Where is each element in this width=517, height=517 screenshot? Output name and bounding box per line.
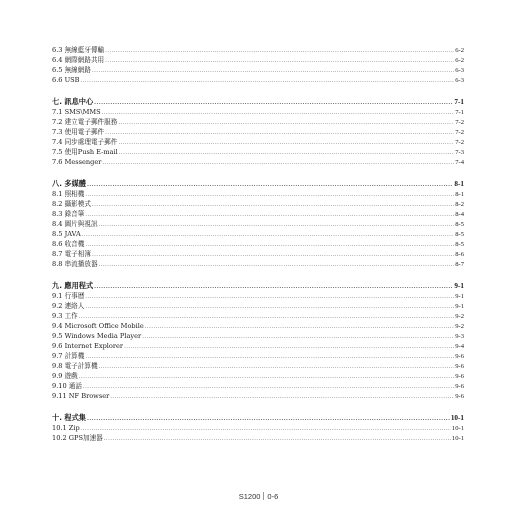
toc-row[interactable] [52,301,464,311]
toc-entry-title: 9.3 工作 [52,312,78,320]
toc-page-number: 9-6 [455,363,464,370]
dot-leader [118,118,454,127]
dot-leader [92,250,454,259]
toc-entry-title: 10.1 Zip [52,424,80,432]
dot-leader [99,362,455,371]
toc-row[interactable] [52,117,464,127]
toc-page-number: 8-6 [455,251,464,258]
toc-row[interactable] [52,157,464,167]
toc-row[interactable] [52,371,464,381]
toc-page-number: 7-1 [455,109,464,116]
toc-row[interactable] [52,259,464,269]
dot-leader [119,148,454,157]
toc-entry-title: 6.4 網際網路共用 [52,56,105,64]
toc-page-number: 10-1 [451,425,464,432]
toc-row[interactable] [52,209,464,219]
dot-leader [87,414,450,423]
toc-page-number: 9-6 [455,373,464,380]
toc-row[interactable] [52,55,464,65]
toc-page-number: 7-2 [455,119,464,126]
toc-entry-title: 9.10 通話 [52,382,82,390]
dot-leader [92,66,454,75]
toc-entry-title: 7.2 建立電子郵件服務 [52,118,118,126]
toc-entry-title: 8.5 JAVA [52,230,81,238]
dot-leader [102,108,455,117]
toc-row[interactable] [52,45,464,55]
toc-page-number: 8-5 [455,241,464,248]
toc-page-number: 9-6 [455,383,464,390]
section-spacer [52,167,464,178]
dot-leader [99,220,455,229]
toc-row[interactable] [52,321,464,331]
toc-entry-title: 9.1 行事曆 [52,292,85,300]
toc-entry-title: 9.11 NF Browser [52,392,110,400]
footer-model: S1200 [238,492,261,501]
toc-row[interactable] [52,219,464,229]
toc-page-number: 7-2 [455,139,464,146]
dot-leader [79,372,454,381]
toc-entry-title: 9.7 計算機 [52,352,85,360]
toc-row[interactable] [52,75,464,85]
toc-page-number: 6-3 [455,67,464,74]
toc-page-number: 7-3 [455,149,464,156]
toc-page-number: 7-4 [455,159,464,166]
toc-row[interactable] [52,127,464,137]
toc-page-number: 9-2 [455,323,464,330]
dot-leader [102,158,454,167]
toc-row[interactable] [52,249,464,259]
toc-entry-title: 七. 訊息中心 [52,97,94,106]
toc-page-number: 10-1 [451,435,464,442]
toc-entry-title: 7.5 使用Push E-mail [52,148,118,156]
section-spacer [52,401,464,412]
dot-leader [85,190,454,199]
toc-entry-title: 9.8 電子計算機 [52,362,98,370]
dot-leader [92,200,454,209]
toc-row[interactable] [52,229,464,239]
dot-leader [87,180,453,189]
toc-chapter-row[interactable] [52,280,464,291]
toc-page-number: 7-1 [454,98,464,106]
toc-row[interactable] [52,391,464,401]
toc-page-number: 8-5 [455,231,464,238]
toc-entry-title: 九. 應用程式 [52,281,94,290]
dot-leader [85,302,454,311]
dot-leader [105,46,454,55]
dot-leader [124,342,454,351]
toc-row[interactable] [52,189,464,199]
toc-page-number: 8-2 [455,201,464,208]
toc-page-number: 9-2 [455,313,464,320]
table-of-contents [52,45,464,443]
section-spacer [52,269,464,280]
toc-row[interactable] [52,199,464,209]
toc-page-number: 9-6 [455,393,464,400]
toc-page-number: 9-3 [455,333,464,340]
toc-chapter-row[interactable] [52,96,464,107]
toc-entry-title: 8.7 電子相簿 [52,250,91,258]
dot-leader [85,240,454,249]
toc-page-number: 6-3 [455,77,464,84]
toc-page-number: 8-5 [455,221,464,228]
toc-entry-title: 8.1 照相機 [52,190,85,198]
dot-leader [82,230,454,239]
footer-page-number: 0-6 [267,492,279,501]
dot-leader [83,382,454,391]
dot-leader [105,56,454,65]
toc-entry-title: 9.6 Internet Explorer [52,342,124,350]
toc-entry-title: 9.4 Microsoft Office Mobile [52,322,144,330]
toc-page-number: 6-2 [455,57,464,64]
toc-entry-title: 9.9 遊戲 [52,372,78,380]
toc-row[interactable] [52,423,464,433]
toc-chapter-row[interactable] [52,178,464,189]
toc-entry-title: 8.6 收音機 [52,240,85,248]
page-footer [0,492,517,501]
toc-row[interactable] [52,107,464,117]
toc-page-number: 9-6 [455,353,464,360]
toc-row[interactable] [52,147,464,157]
toc-row[interactable] [52,331,464,341]
toc-page-number: 6-2 [455,47,464,54]
dot-leader [99,260,455,269]
dot-leader [110,392,454,401]
dot-leader [104,434,451,443]
toc-entry-title: 7.1 SMS\MMS [52,108,101,116]
dot-leader [94,98,453,107]
toc-entry-title: 八. 多媒體 [52,179,86,188]
toc-entry-title: 6.3 無線藍牙傳輸 [52,46,105,54]
toc-row[interactable] [52,381,464,391]
dot-leader [142,332,454,341]
toc-entry-title: 8.8 串流播放器 [52,260,98,268]
toc-page-number: 8-1 [454,180,464,188]
toc-page-number: 9-1 [455,303,464,310]
toc-row[interactable] [52,433,464,443]
dot-leader [118,138,454,147]
dot-leader [85,292,454,301]
toc-entry-title: 10.2 GPS加速器 [52,434,103,442]
toc-row[interactable] [52,361,464,371]
dot-leader [79,312,454,321]
toc-entry-title: 8.2 攝影模式 [52,200,91,208]
dot-leader [145,322,454,331]
toc-row[interactable] [52,351,464,361]
dot-leader [94,282,453,291]
toc-entry-title: 8.3 錄音筆 [52,210,85,218]
toc-entry-title: 7.6 Messenger [52,158,102,166]
section-spacer [52,85,464,96]
dot-leader [85,210,454,219]
toc-row[interactable] [52,65,464,75]
toc-entry-title: 6.6 USB [52,76,80,84]
toc-row[interactable] [52,239,464,249]
toc-page-number: 9-1 [455,293,464,300]
toc-entry-title: 9.5 Windows Media Player [52,332,142,340]
toc-entry-title: 9.2 連絡人 [52,302,85,310]
toc-row[interactable] [52,311,464,321]
toc-page-number: 9-4 [455,343,464,350]
toc-entry-title: 6.5 無線網路 [52,66,91,74]
dot-leader [105,128,454,137]
toc-page-number: 9-1 [454,282,464,290]
dot-leader [81,76,455,85]
dot-leader [85,352,454,361]
toc-page-number: 8-1 [455,191,464,198]
toc-entry-title: 7.3 使用電子郵件 [52,128,105,136]
toc-page-number: 8-7 [455,261,464,268]
toc-row[interactable] [52,341,464,351]
toc-chapter-row[interactable] [52,412,464,423]
toc-entry-title: 8.4 圖片與視訊 [52,220,98,228]
toc-page-number: 8-4 [455,211,464,218]
footer-divider [263,492,264,500]
toc-row[interactable] [52,137,464,147]
toc-page-number: 10-1 [450,414,464,422]
toc-page-number: 7-2 [455,129,464,136]
toc-row[interactable] [52,291,464,301]
toc-entry-title: 十. 程式集 [52,413,86,422]
dot-leader [81,424,451,433]
toc-entry-title: 7.4 同步處理電子郵件 [52,138,118,146]
